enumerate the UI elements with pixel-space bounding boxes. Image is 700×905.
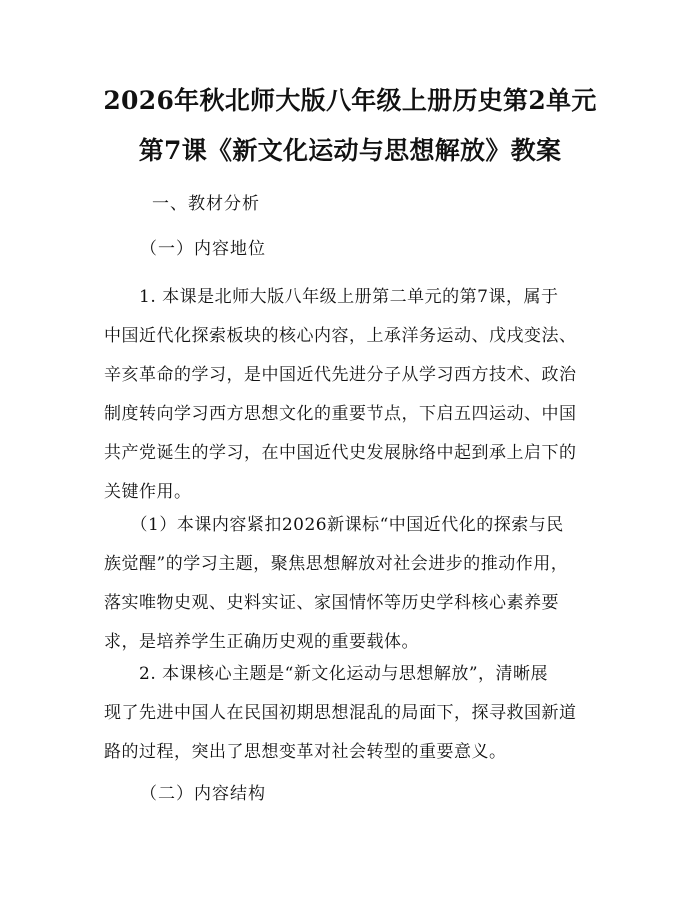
paragraph-line: 现了先进中国人在民国初期思想混乱的局面下，探寻救国新道 [104,703,577,723]
paragraph-line: 求，是培养学生正确历史观的重要载体。 [104,632,419,652]
paragraph-line: 共产党诞生的学习，在中国近代史发展脉络中起到承上启下的 [104,443,577,463]
paragraph-line: 2. 本课核心主题是“新文化运动与思想解放”，清晰展 [104,664,549,684]
section-heading-textbook-analysis: 一、教材分析 [152,194,260,214]
subsection-heading-content-structure: （二）内容结构 [140,784,266,804]
paragraph-line: 辛亥革命的学习，是中国近代先进分子从学习西方技术、政治 [104,365,577,385]
paragraph-line: 关键作用。 [104,482,192,502]
paragraph-line: 路的过程，突出了思想变革对社会转型的重要意义。 [104,742,507,762]
paragraph-line: 中国近代化探索板块的核心内容，上承洋务运动、戊戌变法、 [104,326,577,346]
paragraph-line: 落实唯物史观、史料实证、家国情怀等历史学科核心素养要 [104,593,559,613]
document-title-line-1: 2026年秋北师大版八年级上册历史第2单元 [103,86,597,115]
paragraph-line: 1. 本课是北师大版八年级上册第二单元的第7课，属于 [104,287,559,307]
paragraph-core-theme [104,655,604,772]
paragraph-line: 族觉醒”的学习主题，聚焦思想解放对社会进步的推动作用， [104,554,569,574]
paragraph-curriculum-standard [104,506,604,662]
paragraph-line: 制度转向学习西方思想文化的重要节点，下启五四运动、中国 [104,404,577,424]
subsection-heading-content-position: （一）内容地位 [140,239,266,259]
paragraph-line: （1）本课内容紧扣2026新课标“中国近代化的探索与民 [104,515,564,535]
document-title-line-2: 第7课《新文化运动与思想解放》教案 [138,136,562,165]
paragraph-content-position [104,278,604,512]
